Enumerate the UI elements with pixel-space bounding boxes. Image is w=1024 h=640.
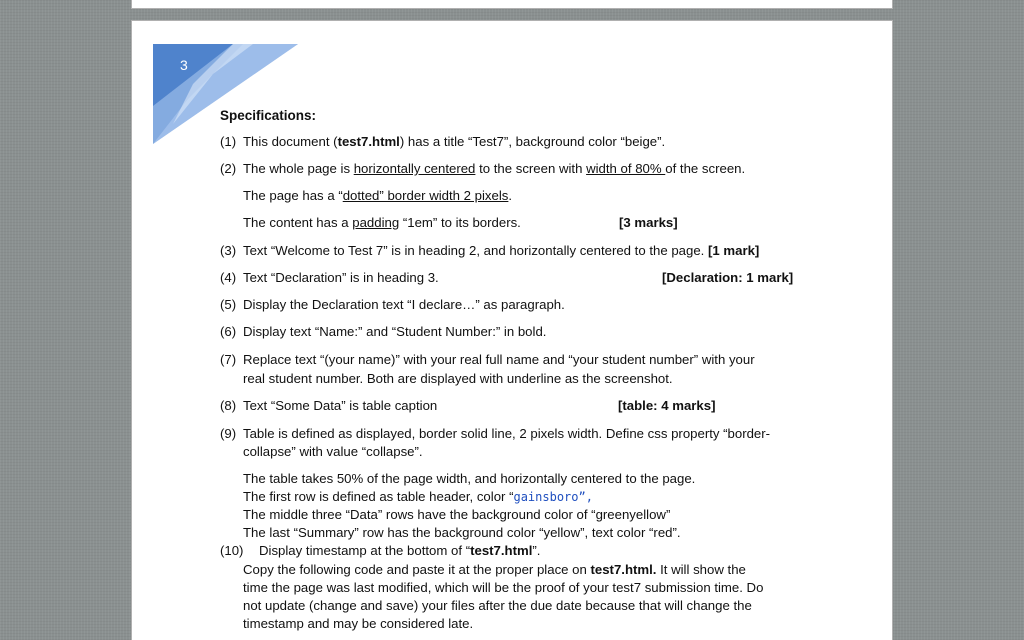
item-text: Text “Declaration” is in heading 3. [243, 270, 439, 285]
item-text: Copy the following code and paste it at the proper place on test7.html. It will show the [243, 562, 746, 577]
item-number: (7) [220, 352, 237, 367]
marks-label: [3 marks] [619, 215, 678, 230]
item-number: (6) [220, 324, 237, 339]
item-text: This document (test7.html) has a title “Test7”, background color “beige”. [243, 134, 666, 149]
item-text: The last “Summary” row has the background color “yellow”, text color “red”. [243, 525, 681, 540]
item-text: Display the Declaration text “I declare…” as paragraph. [243, 297, 565, 312]
item-text: The whole page is horizontally centered to the screen with width of 80% of the screen. [243, 161, 746, 176]
item-text: The table takes 50% of the page width, and horizontally centered to the page. [243, 471, 696, 486]
item-text: timestamp and may be considered late. [243, 616, 474, 631]
page-number: 3 [180, 57, 188, 73]
item-text: The page has a “dotted” border width 2 pixels. [243, 188, 513, 203]
item-text: The content has a padding “1em” to its borders. [243, 215, 521, 230]
item-text: Display text “Name:” and “Student Number:” in bold. [243, 324, 547, 339]
item-text: Text “Welcome to Test 7” is in heading 2, and horizontally centered to the page. [1 mark] [243, 243, 760, 258]
corner-decoration [153, 44, 298, 144]
item-number: (5) [220, 297, 237, 312]
document-page [131, 20, 893, 640]
item-number: (9) [220, 426, 237, 441]
item-text: real student number. Both are displayed with underline as the screenshot. [243, 371, 673, 386]
item-text: The first row is defined as table header, color “gainsboro”, [243, 489, 593, 504]
marks-label: [table: 4 marks] [618, 398, 716, 413]
item-number: (1) [220, 134, 237, 149]
specifications-heading: Specifications: [220, 108, 317, 123]
item-text: collapse” with value “collapse”. [243, 444, 423, 459]
previous-page [131, 0, 893, 9]
item-text: The middle three “Data” rows have the background color of “greenyellow” [243, 507, 671, 522]
item-number: (2) [220, 161, 237, 176]
item-text: Text “Some Data” is table caption [243, 398, 438, 413]
item-text: Display timestamp at the bottom of “test7.html”. [259, 543, 541, 558]
item-text: time the page was last modified, which will be the proof of your test7 submission time. Do [243, 580, 764, 595]
item-text: Replace text “(your name)” with your real full name and “your student number” with your [243, 352, 755, 367]
item-text: not update (change and save) your files after the due date because that will change the [243, 598, 752, 613]
item-number: (8) [220, 398, 237, 413]
item-number: (3) [220, 243, 237, 258]
item-text: Table is defined as displayed, border solid line, 2 pixels width. Define css property “border- [243, 426, 771, 441]
item-number: (4) [220, 270, 237, 285]
marks-label: [Declaration: 1 mark] [662, 270, 794, 285]
item-number: (10) [220, 543, 244, 558]
